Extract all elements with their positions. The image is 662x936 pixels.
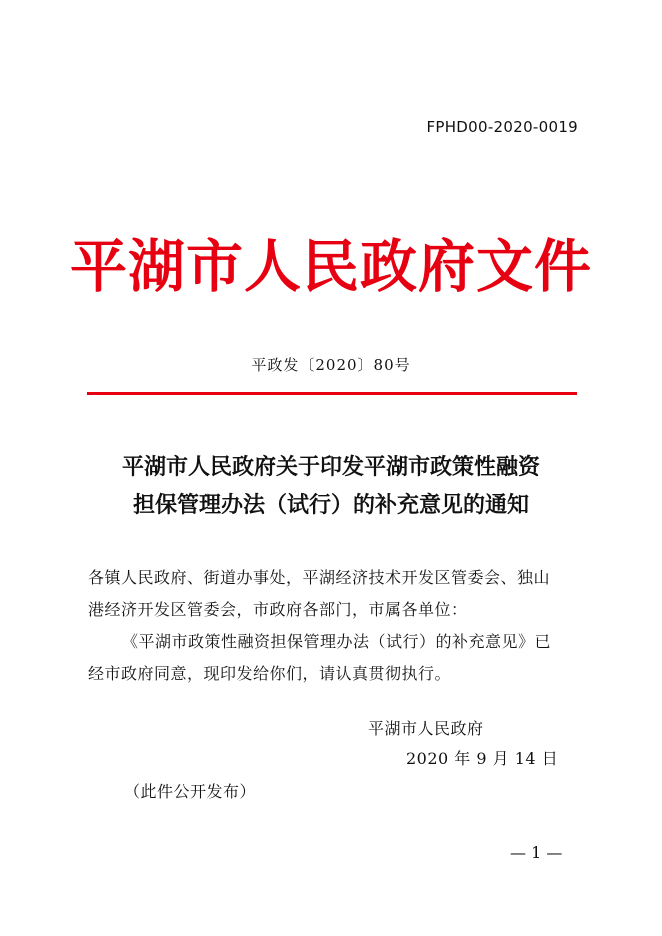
document-body xyxy=(88,562,578,690)
red-separator-line xyxy=(87,392,577,395)
page-number: — 1 — xyxy=(510,843,563,862)
masthead-title: 平湖市人民政府文件 xyxy=(70,233,592,300)
document-serial-number: FPHD00-2020-0019 xyxy=(426,118,578,136)
issue-date: 2020 年 9 月 14 日 xyxy=(406,749,559,768)
disclosure-note: （此件公开发布） xyxy=(124,782,257,801)
document-title-line: 担保管理办法（试行）的补充意见的通知 xyxy=(132,492,529,518)
content-line: 《平湖市政策性融资担保管理办法（试行）的补充意见》已 xyxy=(122,632,552,651)
recipients-line: 港经济开发区管委会，市政府各部门，市属各单位： xyxy=(88,600,468,619)
document-title-line: 平湖市人民政府关于印发平湖市政策性融资 xyxy=(121,454,540,480)
issuing-authority: 平湖市人民政府 xyxy=(368,719,484,738)
recipients-line: 各镇人民政府、街道办事处，平湖经济技术开发区管委会、独山 xyxy=(88,568,551,587)
issue-number: 平政发〔2020〕80号 xyxy=(251,356,411,374)
content-line: 经市政府同意，现印发给你们，请认真贯彻执行。 xyxy=(88,664,452,683)
document-title xyxy=(40,448,622,524)
